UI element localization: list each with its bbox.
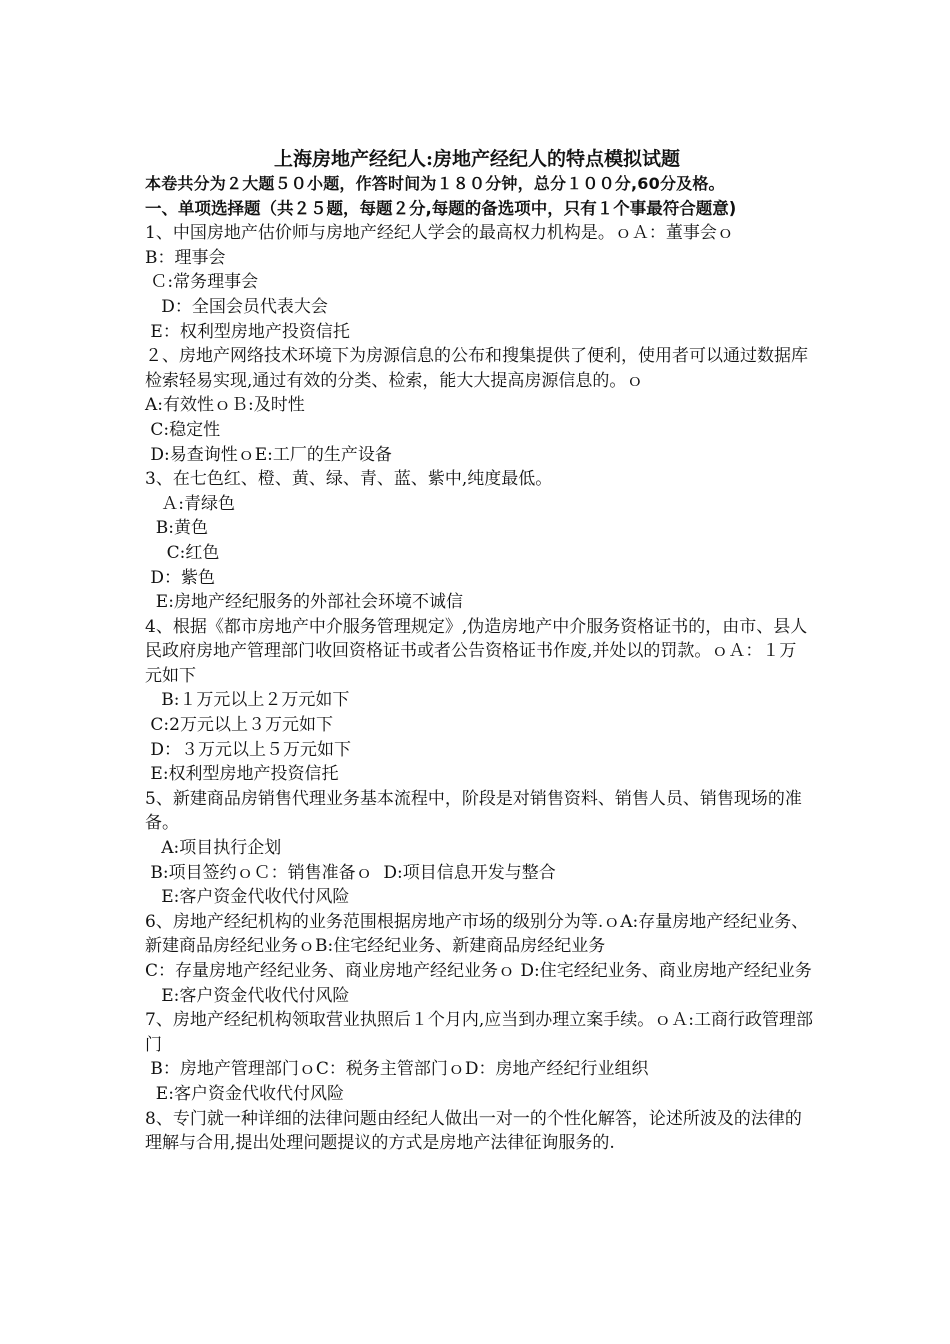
question-text: 1、中国房地产估价师与房地产经纪人学会的最高权力机构是。ｏＡ：董事会ｏ [145,223,734,244]
answer-option: C:红色 [145,542,220,563]
answer-option: B:黄色 [145,518,209,539]
answer-option: B:１万元以上２万元如下 [145,690,350,711]
document-title: 上海房地产经纪人:房地产经纪人的特点模拟试题 [273,148,680,170]
answer-option: E:房地产经纪服务的外部社会环境不诚信 [145,592,463,613]
section-heading: 一、单项选择题（共２５题，每题２分,每题的备选项中，只有１个事最符合题意) [145,198,737,218]
answer-option: C:稳定性 [145,419,221,440]
answer-option: E:客户资金代收代付风险 [145,985,350,1006]
question-text: 4、根据《都市房地产中介服务管理规定》,伪造房地产中介服务资格证书的，由市、县人民政府房地产管理部门收回资格证书或者公告资格证书作废,并处以的罚款。ｏＡ：１万元如下 [145,616,808,686]
answer-option: D：３万元以上５万元如下 [145,739,352,760]
answer-option: A:有效性ｏＢ:及时性 [145,395,305,416]
question-text: 7、房地产经纪机构领取营业执照后１个月内,应当到办理立案手续。ｏＡ:工商行政管理部门 [145,1010,813,1055]
answer-option: D：全国会员代表大会 [145,296,328,317]
answer-option: B：房地产管理部门ｏC：税务主管部门ｏD：房地产经纪行业组织 [145,1059,649,1080]
answer-option: D：紫色 [145,567,216,588]
question-text: 8、专门就一种详细的法律问题由经纪人做出一对一的个性化解答，论述所波及的法律的理解与合用,提出处理问题提议的方式是房地产法律征询服务的. [145,1108,802,1154]
question-text: 5、新建商品房销售代理业务基本流程中，阶段是对销售资料、销售人员、销售现场的准备。 [145,788,802,834]
question-list [145,221,813,1156]
document-body [145,146,813,1156]
answer-option: C:2万元以上３万元如下 [145,715,333,736]
answer-option: Ａ:青绿色 [145,493,235,514]
answer-option: A:项目执行企划 [145,838,282,859]
answer-option: Ｃ:常务理事会 [145,272,259,293]
question-text: ２、房地产网络技术环境下为房源信息的公布和搜集提供了便利，使用者可以通过数据库检索轻易实现,通过有效的分类、检索，能大大提高房源信息的。ｏ [145,346,808,391]
answer-option: E:权利型房地产投资信托 [145,764,339,785]
answer-option: B:项目签约ｏＣ：销售准备ｏ D:项目信息开发与整合 [145,862,556,883]
exam-intro: 本卷共分为２大题５０小题，作答时间为１８０分钟，总分１００分,60分及格。 [145,174,725,193]
answer-option: B：理事会 [145,247,226,268]
answer-option: E:客户资金代收代付风险 [145,1083,344,1104]
question-text: C：存量房地产经纪业务、商业房地产经纪业务ｏ D:住宅经纪业务、商业房地产经纪业务 [145,961,812,981]
question-text: 3、在七色红、橙、黄、绿、青、蓝、紫中,纯度最低。 [145,469,553,490]
question-text: 6、房地产经纪机构的业务范围根据房地产市场的级别分为等.ｏA:存量房地产经纪业务、新建商品房经纪业务ｏB:住宅经纪业务、新建商品房经纪业务 [145,911,809,957]
answer-option: D:易查询性ｏE:工厂的生产设备 [145,444,392,465]
answer-option: E：权利型房地产投资信托 [145,321,350,342]
answer-option: E:客户资金代收代付风险 [145,887,350,908]
